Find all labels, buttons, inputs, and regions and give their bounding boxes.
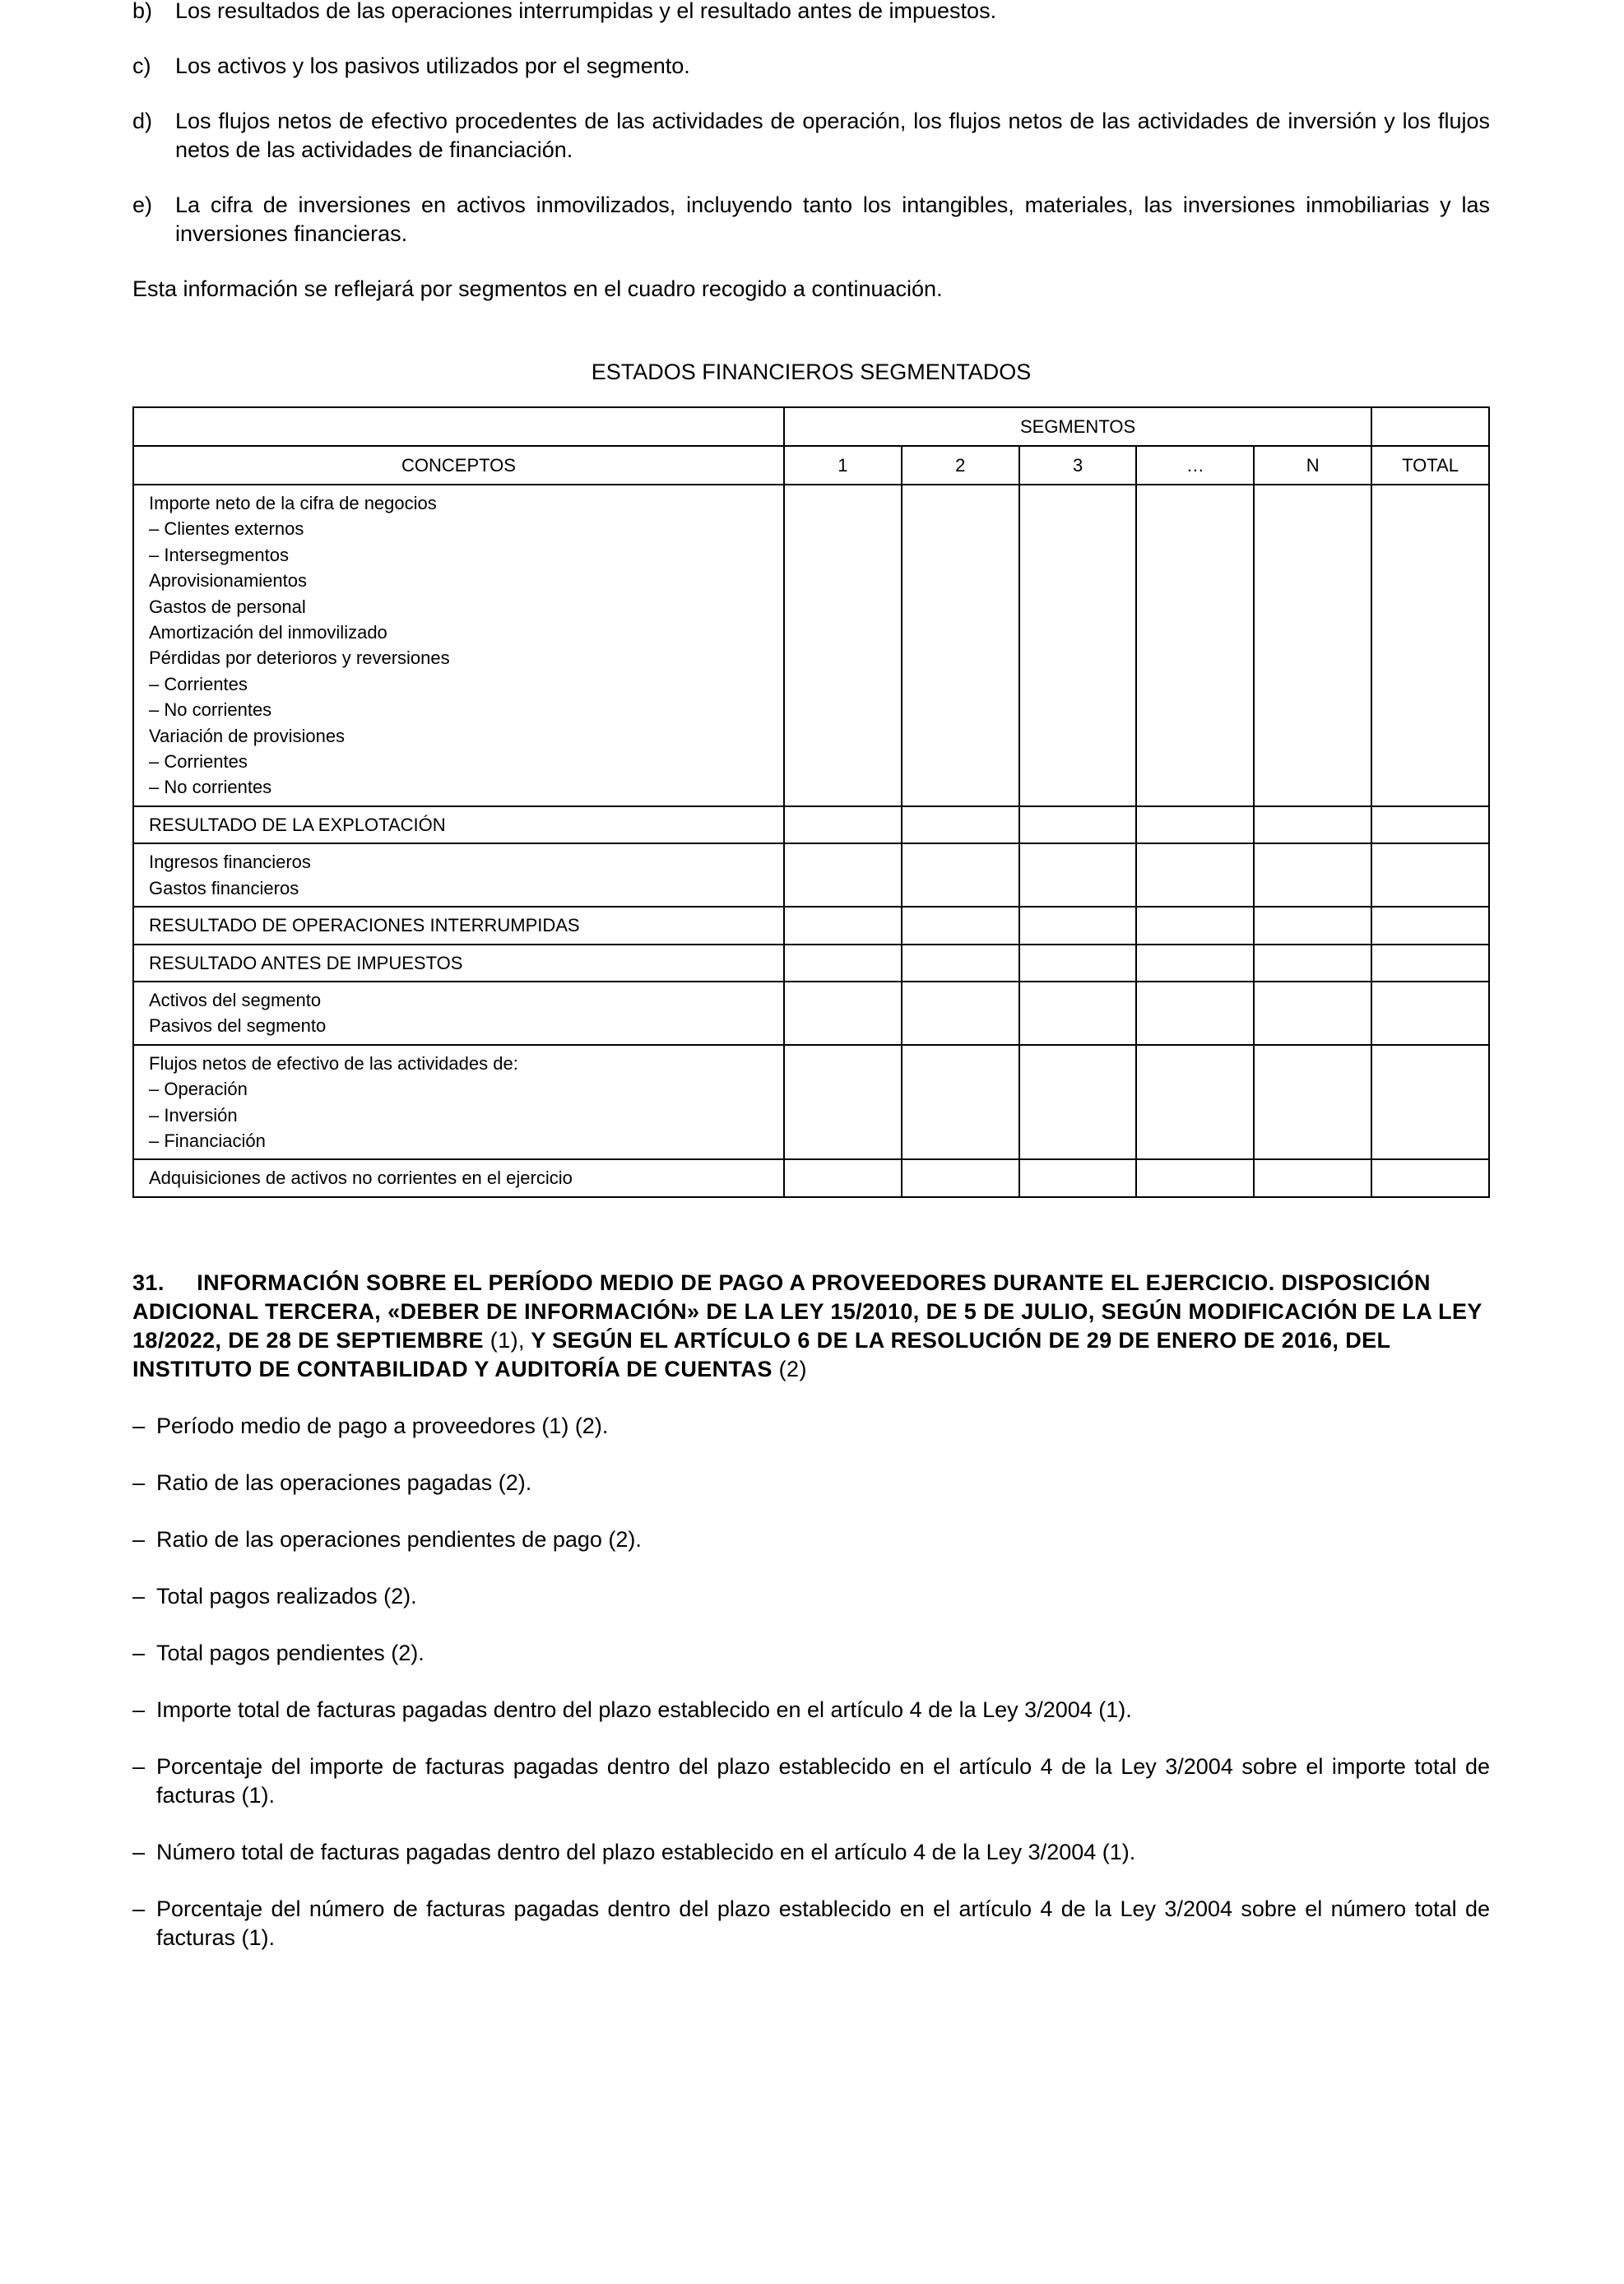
value-cell: [784, 907, 902, 944]
value-cell: [1371, 907, 1489, 944]
concept-line: Ingresos financieros: [149, 852, 311, 873]
table-row: [133, 843, 1489, 907]
intro-paragraph: Esta información se reflejará por segmentos en el cuadro recogido a continuación.: [132, 276, 943, 301]
value-cell: [784, 843, 902, 907]
list-text: Los activos y los pasivos utilizados por el segmento.: [175, 53, 690, 78]
concept-line: – Corrientes: [149, 673, 248, 694]
section-ref2: (2): [778, 1356, 807, 1381]
concept-line: Amortización del inmovilizado: [149, 622, 387, 643]
section-heading: [132, 1269, 1490, 1384]
bullet-dash: –: [132, 1526, 146, 1552]
value-cell: [1254, 945, 1371, 982]
value-cell: [1019, 1159, 1137, 1196]
concept-cell: [133, 843, 784, 907]
concept-line: RESULTADO DE LA EXPLOTACIÓN: [149, 814, 446, 835]
concept-line: RESULTADO DE OPERACIONES INTERRUMPIDAS: [149, 915, 580, 936]
empty-header-cell: [1371, 407, 1489, 446]
bullet-item: [132, 1895, 1490, 1952]
value-cell: [1254, 843, 1371, 907]
concepts-header: CONCEPTOS: [133, 446, 784, 485]
section-ref1: (1),: [490, 1327, 525, 1353]
list-item: [132, 191, 1490, 248]
concept-line: Variación de provisiones: [149, 725, 346, 746]
list-text: Los resultados de las operaciones interrumpidas y el resultado antes de impuestos.: [175, 0, 997, 23]
bullet-dash: –: [132, 1839, 146, 1864]
bullet-text: Total pagos pendientes (2).: [156, 1640, 425, 1665]
table-body: [133, 485, 1489, 1197]
value-cell: [1136, 1045, 1254, 1160]
concept-cell: [133, 1159, 784, 1196]
concept-line: Aprovisionamientos: [149, 570, 307, 592]
bullet-text: Porcentaje del importe de facturas pagadas dentro del plazo establecido en el artículo 4 de la Ley 3/2004 sobre el importe total de facturas (1).: [156, 1753, 1490, 1808]
concept-line: – Intersegmentos: [149, 544, 289, 565]
value-cell: [1019, 843, 1137, 907]
bullet-dash: –: [132, 1896, 146, 1921]
value-cell: [1019, 485, 1137, 806]
concept-cell: [133, 982, 784, 1045]
value-cell: [1136, 1159, 1254, 1196]
list-text: Los flujos netos de efectivo procedentes de las actividades de operación, los flujos netos de las actividades de inversión y los flujos netos de las actividades de financiación.: [175, 109, 1490, 162]
table-row: [133, 907, 1489, 944]
bullet-dash: –: [132, 1413, 146, 1438]
concept-line: Pérdidas por deterioros y reversiones: [149, 648, 450, 669]
concept-line: Gastos financieros: [149, 877, 299, 898]
concept-line: Importe neto de la cifra de negocios: [149, 493, 437, 513]
bullet-item: [132, 1838, 1490, 1867]
value-cell: [902, 843, 1019, 907]
value-cell: [784, 806, 902, 843]
concept-cell: [133, 945, 784, 982]
concept-line: Gastos de personal: [149, 596, 306, 617]
concept-line: – Clientes externos: [149, 518, 304, 540]
value-cell: [902, 907, 1019, 944]
value-cell: [1019, 982, 1137, 1045]
value-cell: [1136, 485, 1254, 806]
bullet-text: Número total de facturas pagadas dentro del plazo establecido en el artículo 4 de la Ley 3/2004 (1).: [156, 1839, 1136, 1864]
table-row: [133, 1159, 1489, 1196]
value-cell: [1019, 806, 1137, 843]
value-cell: [1019, 907, 1137, 944]
value-cell: [784, 1045, 902, 1160]
bullet-dash: –: [132, 1469, 146, 1495]
table-row: [133, 1045, 1489, 1160]
value-cell: [1136, 806, 1254, 843]
bullet-dash: –: [132, 1583, 146, 1609]
list-marker: c): [132, 53, 151, 78]
empty-header-cell: [133, 407, 784, 446]
value-cell: [784, 982, 902, 1045]
table-column-row: [133, 446, 1489, 485]
concept-line: – Corrientes: [149, 751, 248, 773]
bullet-dash: –: [132, 1640, 146, 1665]
table-header-row: [133, 407, 1489, 446]
bullet-text: Importe total de facturas pagadas dentro del plazo establecido en el artículo 4 de la Ley 3/2004 (1).: [156, 1697, 1132, 1722]
concept-line: – No corrientes: [149, 699, 272, 721]
value-cell: [1136, 843, 1254, 907]
table-row: [133, 806, 1489, 843]
concept-cell: [133, 1045, 784, 1160]
section-title-part1: INFORMACIÓN SOBRE EL PERÍODO MEDIO DE PAGO A PROVEEDORES DURANTE EL EJERCICIO. DISPOSICIÓN ADICIONAL TERCERA, «DEBER DE INFORMACIÓN» DE LA LEY 15/2010, DE 5 DE JULIO, SEGÚN MODIFICACIÓN DE LA LEY 18/2022, DE 28 DE SEPTIEMBRE: [132, 1270, 1482, 1353]
table-row: [133, 982, 1489, 1045]
value-cell: [1371, 1045, 1489, 1160]
concept-cell: [133, 907, 784, 944]
value-cell: [784, 945, 902, 982]
bullet-text: Ratio de las operaciones pagadas (2).: [156, 1469, 532, 1495]
concept-line: Flujos netos de efectivo de las actividades de:: [149, 1052, 518, 1074]
bullet-item: [132, 1525, 1490, 1554]
table-row: [133, 485, 1489, 806]
bullet-text: Total pagos realizados (2).: [156, 1583, 417, 1609]
value-cell: [1019, 945, 1137, 982]
value-cell: [902, 485, 1019, 806]
value-cell: [902, 945, 1019, 982]
column-header: 3: [1019, 446, 1137, 485]
column-header: …: [1136, 446, 1254, 485]
concept-cell: [133, 485, 784, 806]
concept-line: Activos del segmento: [149, 989, 322, 1010]
value-cell: [1254, 1159, 1371, 1196]
bullet-item: [132, 1469, 1490, 1497]
column-header: 1: [784, 446, 902, 485]
column-header: 2: [902, 446, 1019, 485]
list-item: [132, 52, 1490, 81]
value-cell: [1254, 485, 1371, 806]
value-cell: [784, 1159, 902, 1196]
table-row: [133, 945, 1489, 982]
bullet-item: [132, 1752, 1490, 1810]
value-cell: [1371, 982, 1489, 1045]
list-item: [132, 0, 1490, 26]
list-text: La cifra de inversiones en activos inmovilizados, incluyendo tanto los intangibles, materiales, las inversiones inmobiliarias y las inversiones financieras.: [175, 193, 1490, 246]
value-cell: [1136, 945, 1254, 982]
segment-table: [132, 406, 1490, 1198]
bullet-item: [132, 1412, 1490, 1441]
value-cell: [902, 1045, 1019, 1160]
value-cell: [1254, 1045, 1371, 1160]
bullet-item: [132, 1696, 1490, 1725]
segments-header: SEGMENTOS: [784, 407, 1371, 446]
value-cell: [1136, 907, 1254, 944]
value-cell: [1136, 982, 1254, 1045]
section-title-part2: Y SEGÚN EL ARTÍCULO 6 DE LA RESOLUCIÓN DE 29 DE ENERO DE 2016, DEL INSTITUTO DE CONTABILIDAD Y AUDITORÍA DE CUENTAS: [132, 1327, 1390, 1381]
value-cell: [784, 485, 902, 806]
column-header: N: [1254, 446, 1371, 485]
concept-cell: [133, 806, 784, 843]
bullet-text: Porcentaje del número de facturas pagadas dentro del plazo establecido en el artículo 4 de la Ley 3/2004 sobre el número total de facturas (1).: [156, 1896, 1490, 1950]
concept-line: – Financiación: [149, 1130, 266, 1151]
value-cell: [902, 982, 1019, 1045]
value-cell: [1254, 982, 1371, 1045]
bullet-dash: –: [132, 1753, 146, 1779]
concept-line: – Operación: [149, 1079, 248, 1100]
list-item: [132, 107, 1490, 165]
value-cell: [902, 1159, 1019, 1196]
value-cell: [1371, 806, 1489, 843]
bullet-dash: –: [132, 1697, 146, 1722]
concept-line: RESULTADO ANTES DE IMPUESTOS: [149, 952, 463, 973]
value-cell: [1371, 485, 1489, 806]
concept-line: Adquisiciones de activos no corrientes en el ejercicio: [149, 1168, 573, 1189]
table-title: ESTADOS FINANCIEROS SEGMENTADOS: [591, 360, 1032, 384]
list-marker: e): [132, 193, 153, 217]
concept-line: Pasivos del segmento: [149, 1015, 327, 1037]
concept-line: – Inversión: [149, 1104, 238, 1126]
value-cell: [1371, 945, 1489, 982]
bullet-item: [132, 1582, 1490, 1611]
section-number: 31.: [132, 1270, 165, 1295]
value-cell: [1371, 843, 1489, 907]
value-cell: [1254, 806, 1371, 843]
value-cell: [1254, 907, 1371, 944]
bullet-item: [132, 1639, 1490, 1668]
concept-line: – No corrientes: [149, 777, 272, 798]
bullet-list: [132, 1412, 1490, 1952]
bullet-text: Ratio de las operaciones pendientes de pago (2).: [156, 1526, 642, 1552]
column-header: TOTAL: [1371, 446, 1489, 485]
value-cell: [1371, 1159, 1489, 1196]
list-marker: d): [132, 109, 153, 133]
list-marker: b): [132, 0, 153, 23]
bullet-text: Período medio de pago a proveedores (1) (2).: [156, 1413, 609, 1438]
value-cell: [1019, 1045, 1137, 1160]
value-cell: [902, 806, 1019, 843]
top-list: [132, 0, 1490, 248]
